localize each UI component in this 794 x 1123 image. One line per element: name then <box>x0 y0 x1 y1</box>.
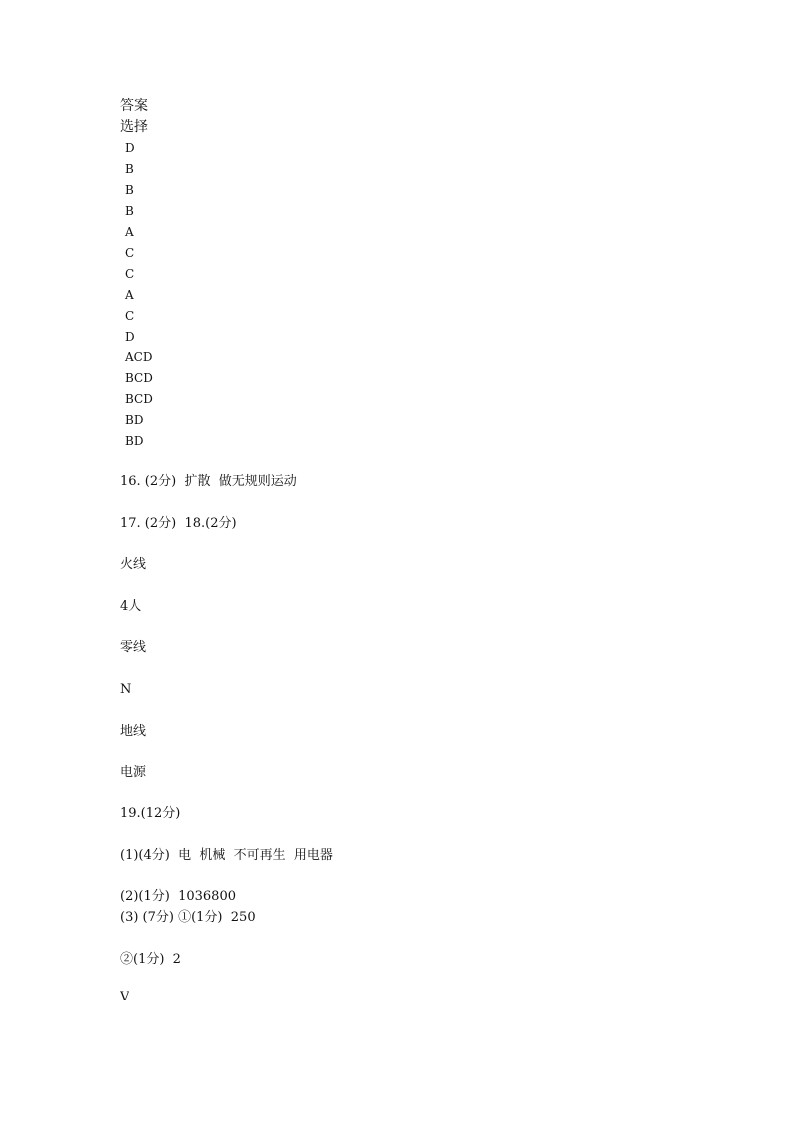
choice-answer-11: ACD <box>125 350 153 364</box>
wire-label-neutral: 零线 <box>120 640 147 655</box>
choice-answer-7: C <box>125 267 135 281</box>
count-label: 4人 <box>120 599 142 614</box>
power-source-label: 电源 <box>120 765 147 780</box>
choice-answer-5: A <box>125 225 134 239</box>
choice-answer-9: C <box>125 309 135 323</box>
choice-answer-1: D <box>125 141 135 155</box>
question-16-answer: 16. (2分) 扩散 做无规则运动 <box>120 474 297 489</box>
question-17-18-heading: 17. (2分) 18.(2分) <box>120 516 237 531</box>
choice-answer-14: BD <box>125 413 144 427</box>
question-19-part-3b: ②(1分) 2 <box>120 952 181 967</box>
choice-answer-6: C <box>125 246 135 260</box>
page-title: 答案 <box>120 98 148 114</box>
section-heading: 选择 <box>120 119 148 135</box>
wire-label-ground: 地线 <box>120 724 147 739</box>
choice-answer-2: B <box>125 162 134 176</box>
choice-answer-13: BCD <box>125 392 153 406</box>
choice-answer-3: B <box>125 183 134 197</box>
question-19-part-2: (2)(1分) 1036800 <box>120 889 236 904</box>
choice-answer-10: D <box>125 330 135 344</box>
question-19-part-1: (1)(4分) 电 机械 不可再生 用电器 <box>120 848 333 863</box>
wire-label-live: 火线 <box>120 557 147 572</box>
choice-answer-4: B <box>125 204 134 218</box>
partial-line: V <box>120 990 130 1000</box>
question-19-heading: 19.(12分) <box>120 806 181 821</box>
choice-answer-8: A <box>125 288 134 302</box>
choice-answer-15: BD <box>125 434 144 448</box>
pole-label-n: N <box>120 682 132 697</box>
choice-answer-12: BCD <box>125 371 153 385</box>
question-19-part-3: (3) (7分) ①(1分) 250 <box>120 910 256 925</box>
